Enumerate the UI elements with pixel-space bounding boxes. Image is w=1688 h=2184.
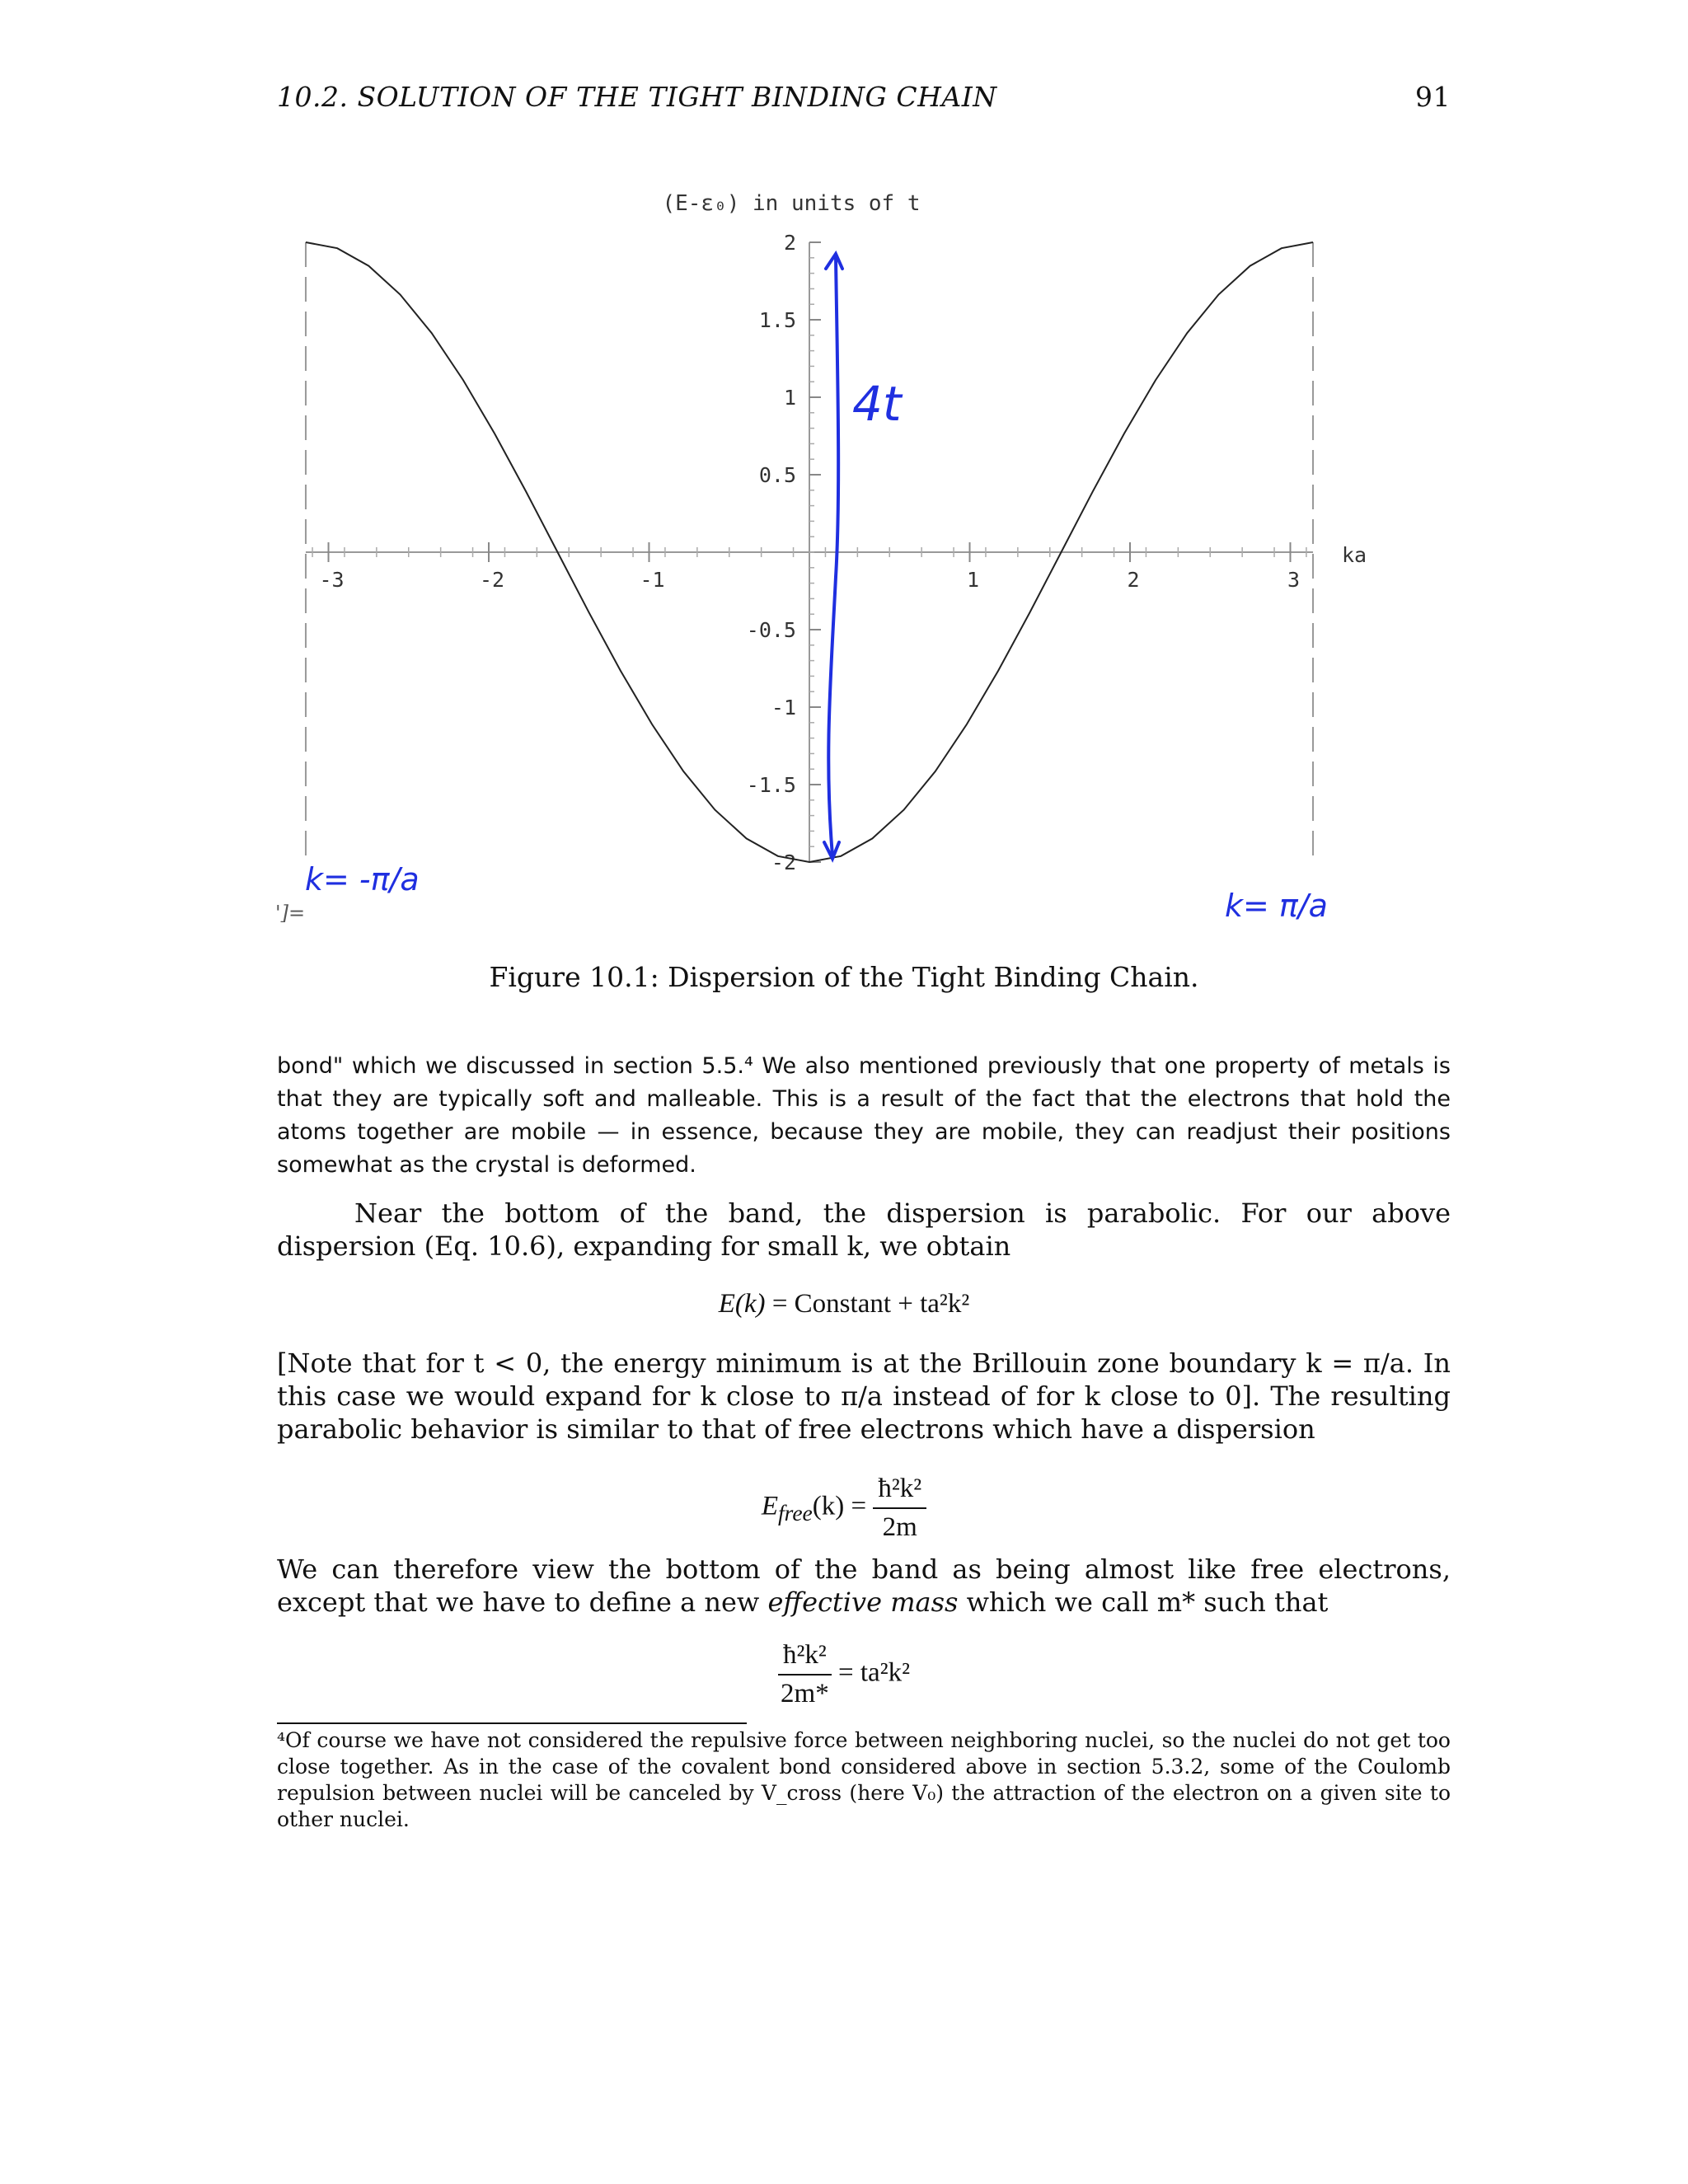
- x-tick-label: 3: [1287, 568, 1301, 592]
- handwritten-left-boundary: k= -π/a: [305, 861, 420, 898]
- x-tick-label: -1: [640, 568, 665, 592]
- eq2-fraction: [873, 1474, 926, 1543]
- y-tick-label: 0.5: [758, 463, 796, 487]
- eq3-numerator: ħ²k²: [778, 1640, 832, 1675]
- running-title: 10.2. SOLUTION OF THE TIGHT BINDING CHAIN: [277, 81, 997, 113]
- body-paragraph-3: [277, 1553, 1451, 1619]
- equation-effective-mass: [0, 1640, 1688, 1709]
- eq2-lhs: E: [761, 1491, 779, 1521]
- eq1-lhs: E(k): [718, 1289, 766, 1319]
- eq2-numerator: ħ²k²: [873, 1474, 926, 1509]
- eq2-arg: (k) =: [812, 1491, 867, 1521]
- p3-part-a: We can therefore view the bottom of the band as being almost like free electrons, except that we have to define a new: [277, 1554, 1451, 1618]
- footnote-rule: [277, 1722, 747, 1724]
- handwritten-arrow-line: [828, 257, 838, 855]
- p3-emphasis: effective mass: [767, 1586, 959, 1618]
- eq3-fraction: [778, 1640, 832, 1709]
- y-tick-label: 1.5: [758, 308, 796, 332]
- x-axis-label: ka: [1342, 543, 1367, 567]
- figure-caption: Figure 10.1: Dispersion of the Tight Binding Chain.: [489, 961, 1199, 993]
- x-tick-label: 2: [1127, 568, 1140, 592]
- y-tick-label: 2: [783, 231, 796, 255]
- handwritten-arrowhead-top: [826, 254, 842, 269]
- handwritten-right-boundary: k= π/a: [1225, 888, 1328, 924]
- handwritten-4t-label: 4t: [852, 376, 902, 432]
- eq3-denominator: 2m*: [781, 1679, 829, 1708]
- y-tick-label: -0.5: [746, 618, 796, 642]
- y-tick-label: 1: [783, 386, 796, 410]
- body-paragraph-sans: bond" which we discussed in section 5.5.⁴ We also mentioned previously that one property of metals is that they are typically soft and malleable. This is a result of the fact that the electrons that hold the atoms together are mobile — in essence, because they are mobile, they can readjust their positions somewhat as the crystal is deformed.: [277, 1053, 1451, 1178]
- y-tick-label: -1.5: [746, 773, 796, 797]
- body-paragraph-2: [Note that for t < 0, the energy minimum is at the Brillouin zone boundary k = π/a. In this case we would expand for k close to π/a instead of for k close to 0]. The resulting parabolic behavior is similar to that of free electrons which have a dispersion: [277, 1347, 1451, 1445]
- equation-free-electron: [0, 1474, 1688, 1543]
- page-number: 91: [1415, 81, 1451, 113]
- equation-parabolic: [0, 1289, 1688, 1319]
- eq1-rhs: = Constant + ta²k²: [771, 1289, 970, 1319]
- y-tick-label: -1: [771, 696, 796, 719]
- x-tick-label: 1: [966, 568, 980, 592]
- y-axis-title: (E-ε₀) in units of t: [662, 191, 921, 216]
- eq3-rhs: = ta²k²: [838, 1657, 910, 1688]
- footnote: ⁴Of course we have not considered the repulsive force between neighboring nuclei, so the nuclei do not get too close together. As in the case of the covalent bond considered above in section 5.3.2, some of the Coulomb repulsion between nuclei will be canceled by V_cross (here V₀) the attraction of the electron on a given site to other nuclei.: [277, 1728, 1451, 1831]
- y-tick-label: -2: [771, 851, 796, 874]
- dispersion-figure: [0, 0, 1688, 972]
- x-tick-label: -3: [319, 568, 345, 592]
- x-tick-label: -2: [479, 568, 505, 592]
- eq2-sub: free: [778, 1500, 813, 1526]
- stray-text: ']=: [275, 902, 306, 925]
- p3-part-b: which we call m* such that: [958, 1586, 1329, 1618]
- eq2-denominator: 2m: [882, 1512, 917, 1542]
- body-paragraph-1: Near the bottom of the band, the dispersion is parabolic. For our above dispersion (Eq. 10.6), expanding for small k, we obtain: [277, 1197, 1451, 1262]
